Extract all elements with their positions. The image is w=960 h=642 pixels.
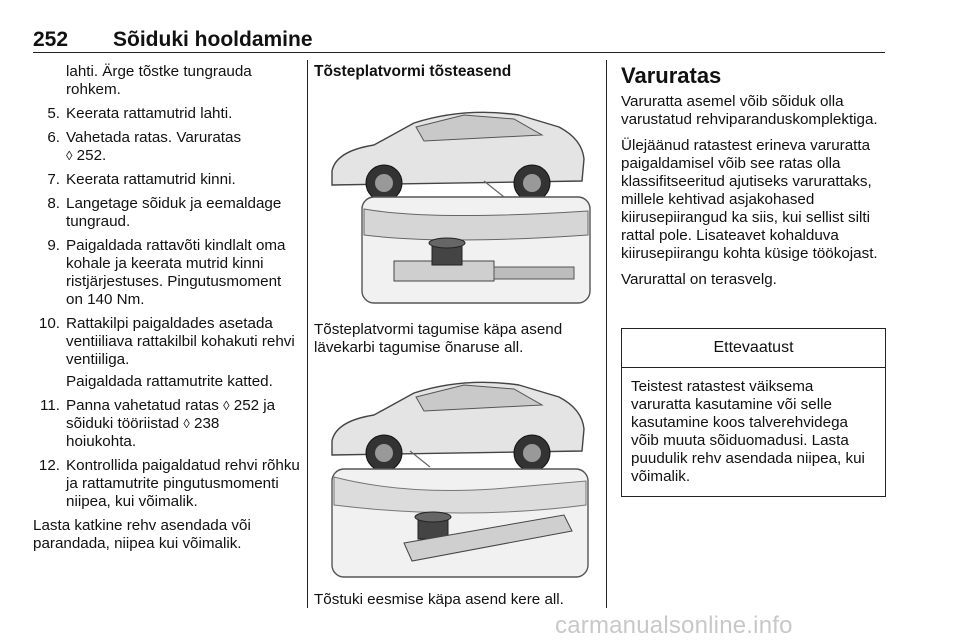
watermark: carmanualsonline.info	[555, 612, 793, 639]
step-text	[66, 129, 301, 165]
caution-text: Teistest ratastest väiksema varuratta kasutamine või selle kasutamine koos talverehvidega võib muuta sõiduomadusi. Lasta puudulik rehv asendada niipea, kui võimalik.	[631, 378, 865, 485]
step-text	[66, 397, 301, 451]
step-text: Paigaldada rattavõti kindlalt oma kohale ja keerata mutrid kinni ristjärjestuses. Pingutusmoment on 140 Nm.	[66, 237, 286, 308]
list-item	[33, 105, 301, 123]
step-continuation: lahti. Ärge tõstke tungrauda rohkem.	[66, 63, 252, 98]
column-divider	[307, 60, 308, 608]
paragraph: Ülejäänud ratastest erineva varuratta paigaldamisel võib see ratas olla klassifitseeritud ajutiseks varurattaks, millele kehtivad asjakohased kiirusepiirangud ka siis, kui sellist silti rattal pole. Lisateavet kohalduva kiirusepiirangu kohta küsige töökojast.	[621, 137, 878, 262]
page-header	[33, 28, 885, 54]
step-number: 7.	[47, 171, 60, 188]
step-number: 9.	[47, 237, 60, 254]
step-continuation: Paigaldada rattamutrite katted.	[66, 373, 273, 390]
list-item	[33, 397, 301, 451]
xref-link[interactable]: 252 ja	[233, 397, 276, 414]
front-lift-point-illustration	[314, 365, 592, 579]
header-divider	[33, 52, 885, 53]
step-number: 8.	[47, 195, 60, 212]
xref-link[interactable]: 252.	[76, 147, 107, 164]
caution-title: Ettevaatust	[622, 329, 885, 368]
list-item	[33, 129, 301, 165]
list-item	[33, 315, 301, 369]
section-heading: Tõsteplatvormi tõsteasend	[314, 63, 512, 80]
list-item	[33, 195, 301, 231]
step-text: Keerata rattamutrid lahti.	[66, 105, 233, 122]
xref-arrow-icon: ◊	[66, 148, 73, 163]
step-text-part: sõiduki tööriistad	[66, 415, 180, 432]
column-middle	[314, 63, 594, 608]
paragraph: Varuratta asemel võib sõiduk olla varustatud rehviparanduskomplektiga.	[621, 93, 878, 128]
paragraph: Varurattal on terasvelg.	[621, 271, 777, 288]
section-heading: Varuratas	[621, 63, 722, 88]
step-text-main: Vahetada ratas. Varuratas	[66, 129, 242, 146]
step-number: 12.	[38, 457, 60, 474]
list-item	[33, 237, 301, 309]
xref-arrow-icon: ◊	[183, 416, 190, 431]
figure-caption: Tõstuki eesmise käpa asend kere all.	[314, 591, 564, 608]
step-text: Kontrollida paigaldatud rehvi rõhku ja rattamutrite pingutusmomenti niipea, kui võimalik.	[66, 457, 300, 510]
xref-link[interactable]: 238	[194, 415, 220, 432]
step-number: 6.	[47, 129, 60, 146]
xref-arrow-icon: ◊	[223, 398, 230, 413]
column-divider	[606, 60, 607, 608]
step-number: 5.	[47, 105, 60, 122]
caution-box	[621, 328, 886, 497]
closing-paragraph: Lasta katkine rehv asendada või parandada, niipea kui võimalik.	[33, 517, 251, 552]
column-left	[33, 63, 301, 553]
page-number: 252	[33, 28, 69, 51]
step-text: Langetage sõiduk ja eemaldage tungraud.	[66, 195, 282, 230]
figure-caption: Tõsteplatvormi tagumise käpa asend lävekarbi tagumise õnaruse all.	[314, 321, 563, 356]
step-number: 10.	[38, 315, 60, 332]
column-right	[621, 63, 887, 485]
step-text-part: Panna vahetatud ratas	[66, 397, 219, 414]
step-number: 11.	[40, 397, 60, 414]
step-text: Keerata rattamutrid kinni.	[66, 171, 236, 188]
rear-lift-point-illustration	[314, 93, 592, 305]
step-text: Rattakilpi paigaldades asetada ventiiliava rattakilbil kohakuti rehvi ventiiliga.	[66, 315, 295, 368]
page-title: Sõiduki hooldamine	[113, 28, 313, 51]
list-item	[33, 457, 301, 511]
list-item	[33, 171, 301, 189]
step-text-part: hoiukohta.	[66, 433, 137, 450]
